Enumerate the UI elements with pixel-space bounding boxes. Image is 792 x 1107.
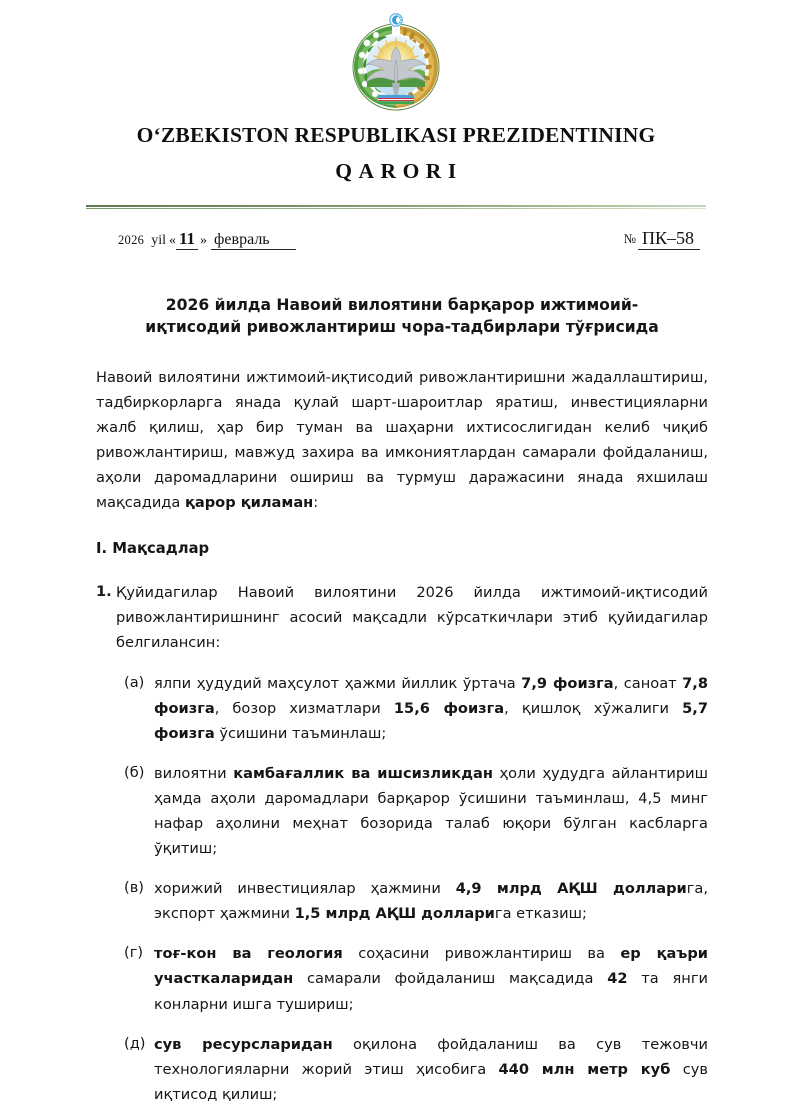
subitem-text [154,1032,708,1107]
subitem-text-run: га етказиш; [494,905,587,923]
subitem-bold-run: 440 млн метр куб [498,1060,671,1078]
numbered-item-1 [96,580,708,655]
subitem-bold-run: 5,7 фоизга [154,699,709,742]
subitem-bold-run: 1,5 млрд АҚШ доллари [294,905,495,923]
divider-bar-bottom [86,208,706,209]
intro-text-after: : [313,494,319,512]
subitem-text-run: , қишлоқ хўжалиги [504,699,683,717]
date-quote-close: » [200,232,208,248]
header-line-republic: O‘ZBEKISTON RESPUBLIKASI PREZIDENTINING [136,123,656,147]
document-body [96,294,708,1107]
subitem-text [154,876,708,926]
subitem-text-run: хорижий инвестициялар ҳажмини [154,880,456,898]
date-month: февраль [211,231,296,250]
subitem-text-run: сув иқтисод қилиш; [154,1060,708,1103]
subitem-bold-run: камбағаллик ва ишсизликдан [233,764,493,782]
subitem-text [154,671,708,746]
lettered-subitem [124,761,708,861]
subitem-marker: (в) [124,879,144,897]
subitem-marker: (г) [124,944,144,962]
lettered-subitem [124,671,708,746]
subitem-text-run: та янги конларни ишга тушириш; [154,970,708,1013]
lettered-subitem [124,1032,708,1107]
document-number-value: ПК–58 [638,228,700,250]
subitem-text-run: оқилона фойдаланиш ва сув тежовчи технологияларни жорий этиш ҳисобига [154,1035,709,1078]
subitem-bold-run: тоғ-кон ва геология [154,945,343,963]
subitem-bold-run: 15,6 фоизга [393,699,505,717]
subitem-text [154,941,708,1016]
subitem-bold-run: ер қаъри участкаларидан [154,945,708,988]
intro-paragraph [96,365,708,516]
lettered-subitem [124,941,708,1016]
subitem-bold-run: 7,8 фоизга [154,674,708,717]
subitem-text-run: соҳасини ривожлантириш ва [342,945,621,963]
subitem-marker: (а) [124,673,145,691]
subitem-text-run: га, экспорт ҳажмини [154,880,708,923]
document-header [0,108,792,185]
document-number [624,228,700,249]
item-number: 1. [96,583,112,601]
subitem-bold-run: 4,9 млрд АҚШ доллари [455,880,687,898]
number-sign: № [623,230,636,246]
document-date [118,229,296,249]
subitem-text-run: ўсишини таъминлаш; [214,724,387,742]
item-text: Қуйидагилар Навоий вилоятини 2026 йилда ижтимоий-иқтисодий ривожлантиришнинг асосий мақсадли кўрсаткичлари этиб қуйидагилар белгилансин: [116,584,708,652]
date-quote-open: « [168,232,176,248]
intro-text-before: Навоий вилоятини ижтимоий-иқтисодий ривожлантиришни жадаллаштириш, тадбиркорларга янада қулай шарт-шароитлар яратиш, инвестицияларни жалб қилиш, ҳар бир туман ва шаҳарни ихтисослигидан келиб чиқиб ривожлантириш, мавжуд захира ва имкониятлардан самарали фойдаланиш, аҳоли даромадларини ошириш ва турмуш даражасини янада яхшилаш мақсадида [96,368,708,512]
uzbekistan-state-emblem-icon [342,11,450,115]
document-meta-row [118,228,700,249]
subitem-text-run: , бозор хизматлари [214,699,394,717]
subitem-text [154,761,708,861]
header-divider [86,205,706,210]
emblem-container [0,0,792,108]
subitem-bold-run: сув ресурсларидан [154,1035,333,1053]
subitem-text-run: , саноат [613,674,683,692]
divider-bar-top [86,205,706,207]
section-heading-maqsadlar: I. Мақсадлар [96,540,210,558]
lettered-subitem [124,876,708,926]
document-title: 2026 йилда Навоий вилоятини барқарор ижтимоий-иқтисодий ривожлантириш чора-тадбирлари тўғрисида [145,295,659,337]
date-day: 11 [176,229,198,250]
subitem-bold-run: 7,9 фоизга [521,674,614,692]
date-year: 2026 [118,232,145,247]
subitem-marker: (д) [124,1034,146,1052]
header-line-qarori: QARORI [335,158,463,183]
subitem-text-run: ялпи ҳудудий маҳсулот ҳажми йиллик ўртача [154,674,522,692]
subitem-bold-run: 42 [607,970,628,988]
intro-bold-phrase: қарор қиламан [184,494,314,512]
subitem-text-run: самарали фойдаланиш мақсадида [293,970,608,988]
subitem-text-run: ҳоли ҳудудга айлантириш ҳамда аҳоли даромадлари барқарор ўсишини таъминлаш, 4,5 минг нафар аҳолини меҳнат бозорида талаб юқори бўлган касбларга ўқитиш; [154,764,708,858]
subitem-text-run: вилоятни [154,764,234,782]
lettered-subitem-list [124,671,708,1107]
date-yil-label: yil [151,232,166,248]
subitem-marker: (б) [124,763,145,781]
